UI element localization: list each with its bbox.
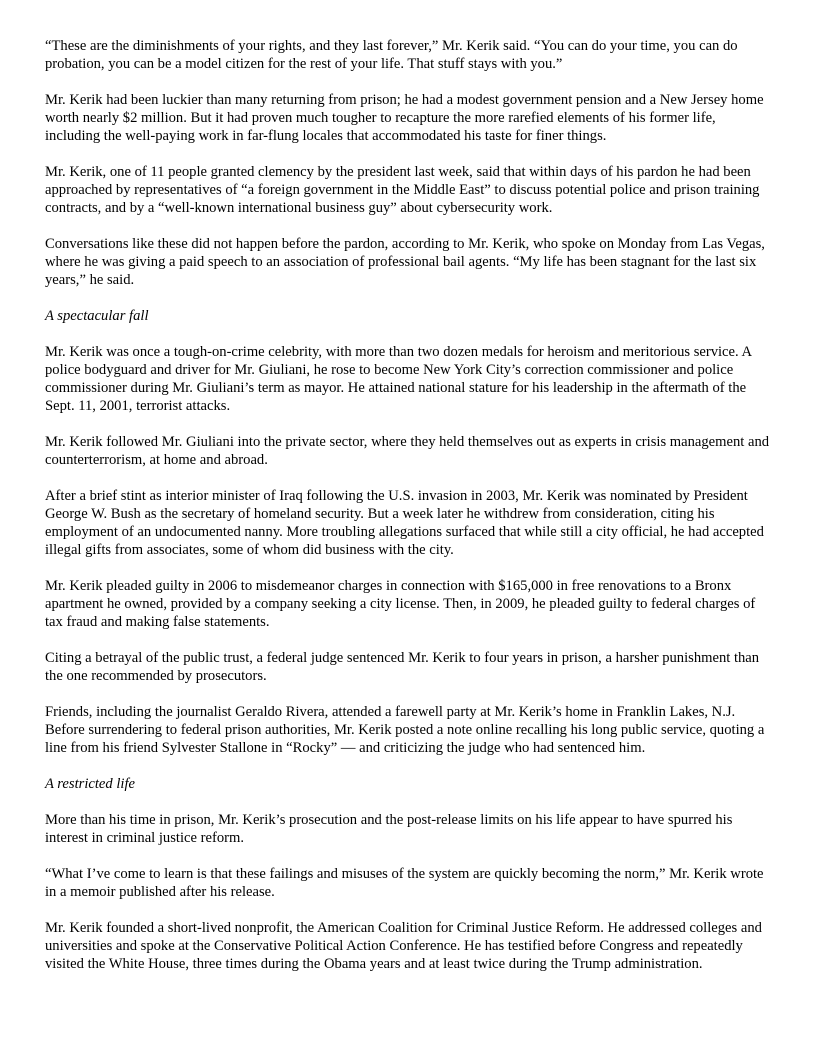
- paragraph: More than his time in prison, Mr. Kerik’s prosecution and the post-release limits on his life appear to have spurred his interest in criminal justice reform.: [45, 812, 733, 846]
- paragraph: Mr. Kerik founded a short-lived nonprofit, the American Coalition for Criminal Justice Reform. He addressed colleges and universities and spoke at the Conservative Political Action Conference. He has testified before Congress and repeatedly visited the White House, three times during the Obama years and at least twice during the Trump administration.: [45, 920, 762, 972]
- paragraph: Mr. Kerik followed Mr. Giuliani into the private sector, where they held themselves out as experts in crisis management and counterterrorism, at home and abroad.: [45, 434, 770, 468]
- section-subhead: A restricted life: [45, 776, 135, 792]
- paragraph: After a brief stint as interior minister of Iraq following the U.S. invasion in 2003, Mr. Kerik was nominated by President George W. Bush as the secretary of homeland security. But a week later he withdrew from consideration, citing his employment of an undocumented nanny. More troubling allegations surfaced that while still a city official, he had accepted illegal gifts from associates, some of whom did business with the city.: [45, 488, 764, 558]
- paragraph: Mr. Kerik, one of 11 people granted clemency by the president last week, said that within days of his pardon he had been approached by representatives of “a foreign government in the Middle East” to discuss potential police and prison training contracts, and by a “well-known international business guy” about cybersecurity work.: [45, 164, 760, 216]
- paragraph: Mr. Kerik had been luckier than many returning from prison; he had a modest government pension and a New Jersey home worth nearly $2 million. But it had proven much tougher to recapture the more rarefied elements of his former life, including the well-paying work in far-flung locales that accommodated his taste for finer things.: [45, 92, 764, 144]
- paragraph: “These are the diminishments of your rights, and they last forever,” Mr. Kerik said. “You can do your time, you can do probation, you can be a model citizen for the rest of your life. That stuff stays with you.”: [45, 38, 738, 72]
- paragraph: “What I’ve come to learn is that these failings and misuses of the system are quickly becoming the norm,” Mr. Kerik wrote in a memoir published after his release.: [45, 866, 764, 900]
- paragraph: Mr. Kerik pleaded guilty in 2006 to misdemeanor charges in connection with $165,000 in free renovations to a Bronx apartment he owned, provided by a company seeking a city license. Then, in 2009, he pleaded guilty to federal charges of tax fraud and making false statements.: [45, 578, 756, 630]
- paragraph: Mr. Kerik was once a tough-on-crime celebrity, with more than two dozen medals for heroism and meritorious service. A police bodyguard and driver for Mr. Giuliani, he rose to become New York City’s correction commissioner and police commissioner during Mr. Giuliani’s term as mayor. He attained national stature for his leadership in the aftermath of the Sept. 11, 2001, terrorist attacks.: [45, 344, 752, 414]
- section-subhead: A spectacular fall: [45, 308, 149, 324]
- paragraph: Citing a betrayal of the public trust, a federal judge sentenced Mr. Kerik to four years in prison, a harsher punishment than the one recommended by prosecutors.: [45, 650, 760, 684]
- article-page: [45, 37, 773, 991]
- paragraph: Friends, including the journalist Geraldo Rivera, attended a farewell party at Mr. Kerik’s home in Franklin Lakes, N.J. Before surrendering to federal prison authorities, Mr. Kerik posted a note online recalling his long public service, quoting a line from his friend Sylvester Stallone in “Rocky” — and criticizing the judge who had sentenced him.: [45, 704, 765, 756]
- paragraph: Conversations like these did not happen before the pardon, according to Mr. Kerik, who spoke on Monday from Las Vegas, where he was giving a paid speech to an association of professional bail agents. “My life has been stagnant for the last six years,” he said.: [45, 236, 765, 288]
